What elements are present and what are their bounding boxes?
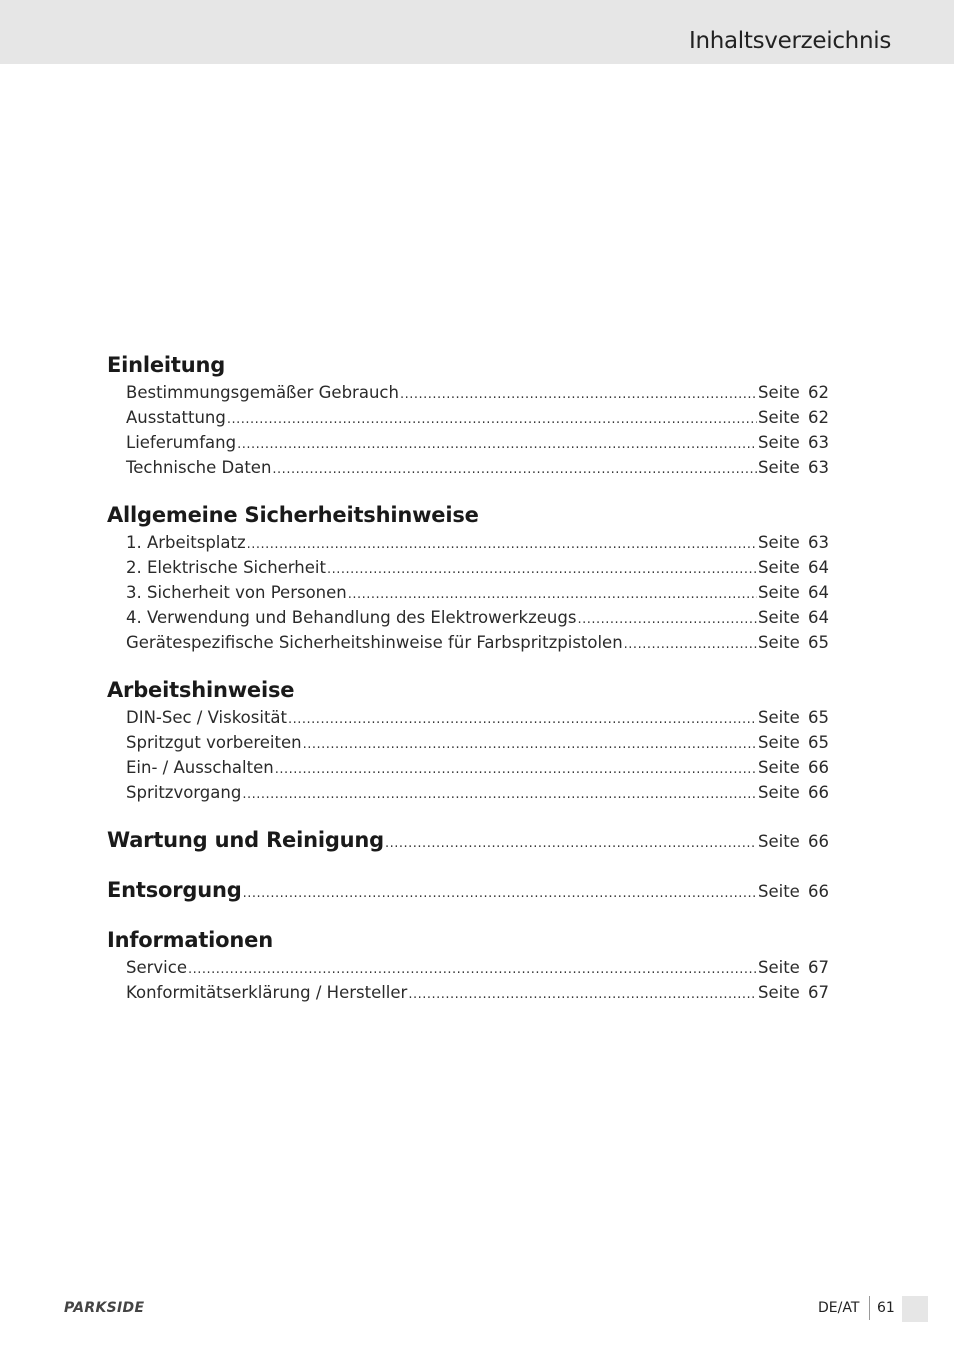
toc-entry[interactable] xyxy=(107,980,829,1005)
dot-leader xyxy=(247,532,757,557)
section-title: Einleitung xyxy=(107,353,226,377)
entry-label: Technische Daten xyxy=(126,458,272,477)
footer-divider xyxy=(869,1296,870,1320)
dot-leader xyxy=(242,782,757,807)
entry-page-ref xyxy=(758,730,829,755)
seite-word: Seite xyxy=(758,882,800,901)
toc-section-sicherheit xyxy=(107,500,829,655)
dot-leader xyxy=(577,607,757,632)
spacer xyxy=(107,805,829,825)
section-title: Allgemeine Sicherheitshinweise xyxy=(107,503,479,527)
entry-label: Konformitätserklärung / Hersteller xyxy=(126,983,408,1002)
entry-label: 1. Arbeitsplatz xyxy=(126,533,246,552)
entry-label: Service xyxy=(126,958,187,977)
seite-word: Seite xyxy=(758,533,800,552)
entry-page-ref xyxy=(758,955,829,980)
seite-word: Seite xyxy=(758,458,800,477)
seite-word: Seite xyxy=(758,958,800,977)
page-number: 66 xyxy=(808,758,829,777)
entry-page-ref xyxy=(758,755,829,780)
table-of-contents xyxy=(107,350,829,1005)
toc-entry[interactable] xyxy=(107,380,829,405)
entry-page-ref xyxy=(758,455,829,480)
toc-entry[interactable] xyxy=(107,555,829,580)
entry-page-ref xyxy=(758,705,829,730)
entry-page-ref xyxy=(758,580,829,605)
entry-page-ref xyxy=(758,380,829,405)
toc-entry[interactable] xyxy=(107,705,829,730)
entry-page-ref xyxy=(758,877,829,907)
entry-label: Gerätespezifische Sicherheitshinweise für Farbspritzpistolen xyxy=(126,633,623,652)
dot-leader xyxy=(303,732,757,757)
spacer xyxy=(107,655,829,675)
seite-word: Seite xyxy=(758,708,800,727)
brand-logo: PARKSIDE xyxy=(64,1300,145,1316)
entry-label: Spritzgut vorbereiten xyxy=(126,733,302,752)
dot-leader xyxy=(227,407,757,432)
entry-page-ref xyxy=(758,405,829,430)
dot-leader xyxy=(408,982,757,1007)
dot-leader xyxy=(288,707,757,732)
page-number: 63 xyxy=(808,458,829,477)
toc-section-informationen xyxy=(107,925,829,1005)
toc-entry[interactable] xyxy=(107,530,829,555)
dot-leader xyxy=(348,582,757,607)
page-number: 64 xyxy=(808,583,829,602)
seite-word: Seite xyxy=(758,783,800,802)
entry-page-ref xyxy=(758,555,829,580)
seite-word: Seite xyxy=(758,633,800,652)
entry-page-ref xyxy=(758,980,829,1005)
footer-marker-box xyxy=(902,1296,928,1322)
dot-leader xyxy=(327,557,757,582)
seite-word: Seite xyxy=(758,758,800,777)
seite-word: Seite xyxy=(758,583,800,602)
dot-leader xyxy=(624,632,757,657)
entry-page-ref xyxy=(758,780,829,805)
page-number: 65 xyxy=(808,733,829,752)
page-number: 63 xyxy=(808,433,829,452)
seite-word: Seite xyxy=(758,558,800,577)
entry-page-ref xyxy=(758,605,829,630)
page-number: 63 xyxy=(808,533,829,552)
section-title: Arbeitshinweise xyxy=(107,678,295,702)
toc-entry[interactable] xyxy=(107,605,829,630)
page-number: 65 xyxy=(808,633,829,652)
toc-entry[interactable] xyxy=(107,755,829,780)
toc-heading-entry-entsorgung[interactable] xyxy=(107,875,829,905)
seite-word: Seite xyxy=(758,832,800,851)
entry-page-ref xyxy=(758,827,829,857)
entry-label: Spritzvorgang xyxy=(126,783,242,802)
toc-entry[interactable] xyxy=(107,405,829,430)
entry-label: Wartung und Reinigung xyxy=(107,828,384,852)
dot-leader xyxy=(385,829,757,859)
entry-label: 3. Sicherheit von Personen xyxy=(126,583,347,602)
entry-page-ref xyxy=(758,630,829,655)
toc-entry[interactable] xyxy=(107,730,829,755)
entry-label: Entsorgung xyxy=(107,878,242,902)
dot-leader xyxy=(275,757,757,782)
entry-label: DIN-Sec / Viskosität xyxy=(126,708,288,727)
entry-page-ref xyxy=(758,430,829,455)
seite-word: Seite xyxy=(758,733,800,752)
toc-entry[interactable] xyxy=(107,630,829,655)
toc-entry[interactable] xyxy=(107,780,829,805)
section-title: Informationen xyxy=(107,928,273,952)
entry-label: Lieferumfang xyxy=(126,433,237,452)
seite-word: Seite xyxy=(758,608,800,627)
dot-leader xyxy=(272,457,757,482)
seite-word: Seite xyxy=(758,433,800,452)
entry-label: 2. Elektrische Sicherheit xyxy=(126,558,326,577)
toc-entry[interactable] xyxy=(107,955,829,980)
page-number: 64 xyxy=(808,608,829,627)
page-number-footer: 61 xyxy=(877,1300,895,1316)
toc-section-arbeitshinweise xyxy=(107,675,829,805)
page-number: 67 xyxy=(808,983,829,1002)
entry-label: Bestimmungsgemäßer Gebrauch xyxy=(126,383,399,402)
seite-word: Seite xyxy=(758,383,800,402)
entry-label: 4. Verwendung und Behandlung des Elektrowerkzeugs xyxy=(126,608,577,627)
toc-entry[interactable] xyxy=(107,430,829,455)
page-number: 62 xyxy=(808,383,829,402)
toc-entry[interactable] xyxy=(107,455,829,480)
toc-entry[interactable] xyxy=(107,580,829,605)
page-number: 66 xyxy=(808,832,829,851)
dot-leader xyxy=(237,432,757,457)
seite-word: Seite xyxy=(758,408,800,427)
entry-page-ref xyxy=(758,530,829,555)
seite-word: Seite xyxy=(758,983,800,1002)
entry-label: Ausstattung xyxy=(126,408,226,427)
dot-leader xyxy=(188,957,757,982)
spacer xyxy=(107,480,829,500)
page-number: 64 xyxy=(808,558,829,577)
entry-label: Ein- / Ausschalten xyxy=(126,758,274,777)
toc-heading-entry-wartung[interactable] xyxy=(107,825,829,855)
toc-section-einleitung xyxy=(107,350,829,480)
page-title: Inhaltsverzeichnis xyxy=(688,28,891,54)
page-number: 67 xyxy=(808,958,829,977)
dot-leader xyxy=(400,382,757,407)
page-number: 66 xyxy=(808,783,829,802)
page-number: 66 xyxy=(808,882,829,901)
page-number: 62 xyxy=(808,408,829,427)
page-number: 65 xyxy=(808,708,829,727)
dot-leader xyxy=(243,879,757,909)
language-code: DE/AT xyxy=(818,1300,860,1316)
